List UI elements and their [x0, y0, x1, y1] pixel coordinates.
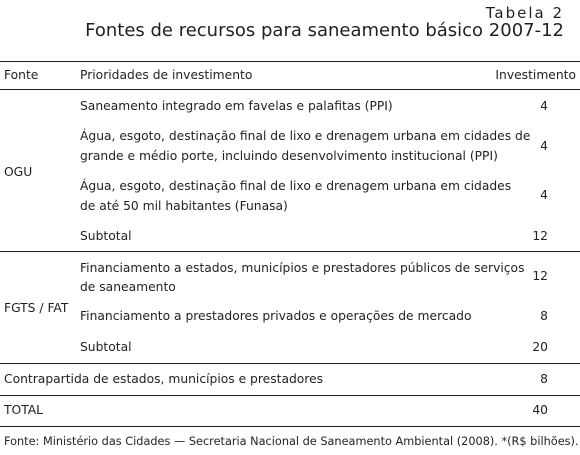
- row-value: 4: [540, 139, 548, 153]
- rule-bottom: [0, 426, 580, 427]
- table-footnote: Fonte: Ministério das Cidades — Secretaria Nacional de Saneamento Ambiental (2008). *(R$ bilhões).: [4, 435, 579, 448]
- row-value: 12: [532, 269, 548, 283]
- row-value: 8: [540, 309, 548, 323]
- total-value: 40: [532, 403, 548, 417]
- row-description: grande e médio porte, incluindo desenvolvimento institucional (PPI): [80, 149, 498, 163]
- subtotal-value: 20: [532, 340, 548, 354]
- subtotal-value: 12: [532, 229, 548, 243]
- subtotal-label: Subtotal: [80, 340, 132, 354]
- table-label: Tabela 2: [485, 4, 564, 22]
- row-description: Financiamento a prestadores privados e operações de mercado: [80, 309, 472, 323]
- row-value: 4: [540, 188, 548, 202]
- header-investimento: Investimento: [495, 68, 576, 82]
- rule-header: [0, 89, 580, 90]
- table-title: Fontes de recursos para saneamento básico 2007-12: [85, 20, 564, 41]
- row-description: Saneamento integrado em favelas e palafitas (PPI): [80, 99, 393, 113]
- rule-ogu: [0, 251, 580, 252]
- header-fonte: Fonte: [4, 68, 39, 82]
- total-label: TOTAL: [4, 403, 44, 417]
- row-description: Financiamento a estados, municípios e prestadores públicos de serviços: [80, 261, 525, 275]
- group-fonte-fgts: FGTS / FAT: [4, 301, 69, 315]
- rule-top: [0, 61, 580, 62]
- header-prioridades: Prioridades de investimento: [80, 68, 253, 82]
- row-description: de até 50 mil habitantes (Funasa): [80, 199, 288, 213]
- row-description: de saneamento: [80, 280, 176, 294]
- row-value: 4: [540, 99, 548, 113]
- subtotal-label: Subtotal: [80, 229, 132, 243]
- row-description: Água, esgoto, destinação final de lixo e drenagem urbana em cidades de: [80, 129, 531, 143]
- contrapartida-value: 8: [540, 372, 548, 386]
- rule-contrapartida: [0, 395, 580, 396]
- rule-fgts: [0, 363, 580, 364]
- contrapartida-label: Contrapartida de estados, municípios e prestadores: [4, 372, 324, 386]
- row-description: Água, esgoto, destinação final de lixo e drenagem urbana em cidades: [80, 179, 512, 193]
- group-fonte-ogu: OGU: [4, 165, 33, 179]
